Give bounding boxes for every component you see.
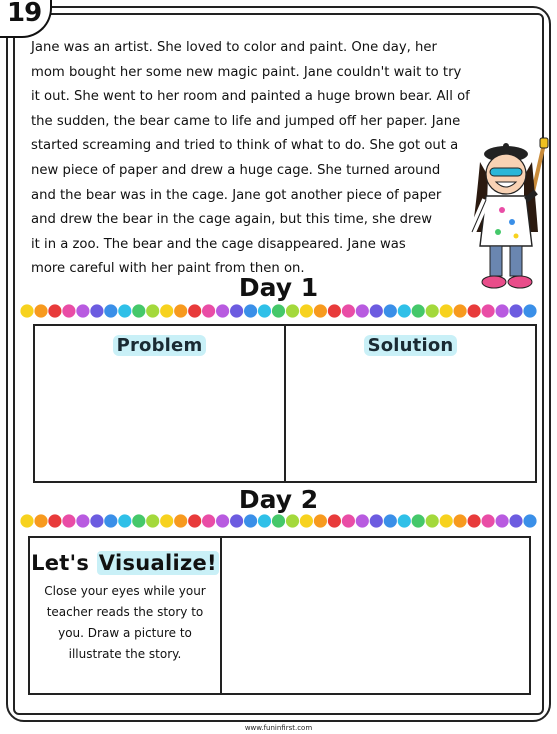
decorative-dot	[104, 514, 117, 527]
decorative-dot	[230, 514, 243, 527]
story-line: Jane was an artist. She loved to color and paint. One day, her	[31, 40, 437, 55]
footer-url: www.funinfirst.com	[244, 724, 313, 732]
decorative-dot	[328, 304, 341, 317]
day2-heading: Day 2	[238, 485, 319, 514]
visualize-title-highlight: Visualize!	[98, 551, 217, 575]
decorative-dot	[48, 514, 61, 527]
decorative-dot	[328, 514, 341, 527]
story-line: it in a zoo. The bear and the cage disappeared. Jane was	[31, 236, 406, 252]
instruction-line: you. Draw a picture to	[58, 626, 192, 640]
decorative-dot	[258, 514, 271, 527]
decorative-dot	[300, 514, 313, 527]
decorative-dot	[48, 304, 61, 317]
story-line: the sudden, the bear came to life and jumped off her paper. Jane	[31, 113, 461, 129]
decorative-dot	[202, 514, 215, 527]
decorative-dot	[118, 514, 131, 527]
decorative-dot	[496, 304, 509, 317]
visualize-instruction-text	[38, 581, 212, 665]
story-line: more careful with her paint from then on.	[31, 261, 305, 277]
dots-divider-day1	[20, 302, 537, 320]
visualize-box	[28, 536, 531, 695]
decorative-dot	[90, 304, 103, 317]
decorative-dot	[398, 304, 411, 317]
decorative-dot	[76, 514, 89, 527]
decorative-dot	[76, 304, 89, 317]
decorative-dot	[286, 304, 299, 317]
story-line: started screaming and tried to think of what to do. She got out a	[31, 138, 459, 154]
visualize-title	[30, 551, 220, 575]
decorative-dot	[454, 514, 467, 527]
story-line: it out. She went to her room and painted a huge brown bear. All of	[31, 89, 470, 105]
decorative-dot	[230, 304, 243, 317]
decorative-dot	[509, 514, 522, 527]
decorative-dot	[496, 514, 509, 527]
decorative-dot	[132, 514, 145, 527]
story-line: mom bought her some new magic paint. Jane couldn't wait to try	[31, 64, 462, 80]
story-text	[31, 36, 501, 282]
decorative-dot	[454, 304, 467, 317]
decorative-dot	[244, 304, 257, 317]
decorative-dot	[482, 514, 495, 527]
decorative-dot	[62, 304, 75, 317]
decorative-dot	[384, 304, 397, 317]
decorative-dot	[272, 514, 285, 527]
story-line: and drew the bear in the cage again, but this time, she drew	[31, 212, 433, 228]
decorative-dot	[216, 304, 229, 317]
instruction-line: teacher reads the story to	[46, 605, 204, 619]
decorative-dot	[300, 304, 313, 317]
decorative-dot	[188, 514, 201, 527]
day1-heading: Day 1	[238, 273, 319, 302]
decorative-dot	[342, 304, 355, 317]
decorative-dot	[286, 514, 299, 527]
decorative-dot	[509, 304, 522, 317]
decorative-dot	[356, 514, 369, 527]
decorative-dot	[118, 304, 131, 317]
decorative-dot	[523, 304, 536, 317]
decorative-dot	[160, 514, 173, 527]
decorative-dot	[314, 514, 327, 527]
decorative-dot	[174, 304, 187, 317]
problem-column[interactable]	[35, 326, 284, 481]
decorative-dot	[244, 514, 257, 527]
drawing-area[interactable]	[222, 538, 529, 693]
problem-heading: Problem	[113, 335, 207, 356]
decorative-dot	[258, 304, 271, 317]
decorative-dot	[412, 304, 425, 317]
decorative-dot	[370, 514, 383, 527]
decorative-dot	[20, 514, 33, 527]
decorative-dot	[188, 304, 201, 317]
decorative-dot	[202, 304, 215, 317]
decorative-dot	[146, 514, 159, 527]
decorative-dot	[272, 304, 285, 317]
page-number: 19	[7, 0, 42, 28]
story-line: new piece of paper and drew a huge cage. She turned around	[31, 162, 441, 178]
visualize-instructions	[30, 538, 222, 693]
decorative-dot	[90, 514, 103, 527]
instruction-line: illustrate the story.	[68, 647, 182, 661]
decorative-dot	[370, 304, 383, 317]
decorative-dot	[426, 304, 439, 317]
instruction-line: Close your eyes while your	[44, 584, 206, 598]
problem-solution-chart	[33, 324, 537, 483]
decorative-dot	[146, 304, 159, 317]
decorative-dot	[132, 304, 145, 317]
decorative-dot	[62, 514, 75, 527]
decorative-dot	[384, 514, 397, 527]
artist-girl-illustration	[462, 136, 550, 294]
story-line: and the bear was in the cage. Jane got another piece of paper	[31, 187, 442, 203]
decorative-dot	[468, 304, 481, 317]
decorative-dot	[34, 514, 47, 527]
decorative-dot	[440, 514, 453, 527]
decorative-dot	[34, 304, 47, 317]
decorative-dot	[356, 304, 369, 317]
decorative-dot	[342, 514, 355, 527]
decorative-dot	[482, 304, 495, 317]
decorative-dot	[398, 514, 411, 527]
decorative-dot	[174, 514, 187, 527]
decorative-dot	[160, 304, 173, 317]
decorative-dot	[20, 304, 33, 317]
decorative-dot	[440, 304, 453, 317]
solution-column[interactable]	[284, 326, 535, 481]
decorative-dot	[216, 514, 229, 527]
decorative-dot	[314, 304, 327, 317]
decorative-dot	[104, 304, 117, 317]
decorative-dot	[412, 514, 425, 527]
dots-divider-day2	[20, 512, 537, 530]
visualize-title-prefix: Let's	[31, 551, 90, 575]
decorative-dot	[523, 514, 536, 527]
decorative-dot	[426, 514, 439, 527]
decorative-dot	[468, 514, 481, 527]
solution-heading: Solution	[364, 335, 458, 356]
